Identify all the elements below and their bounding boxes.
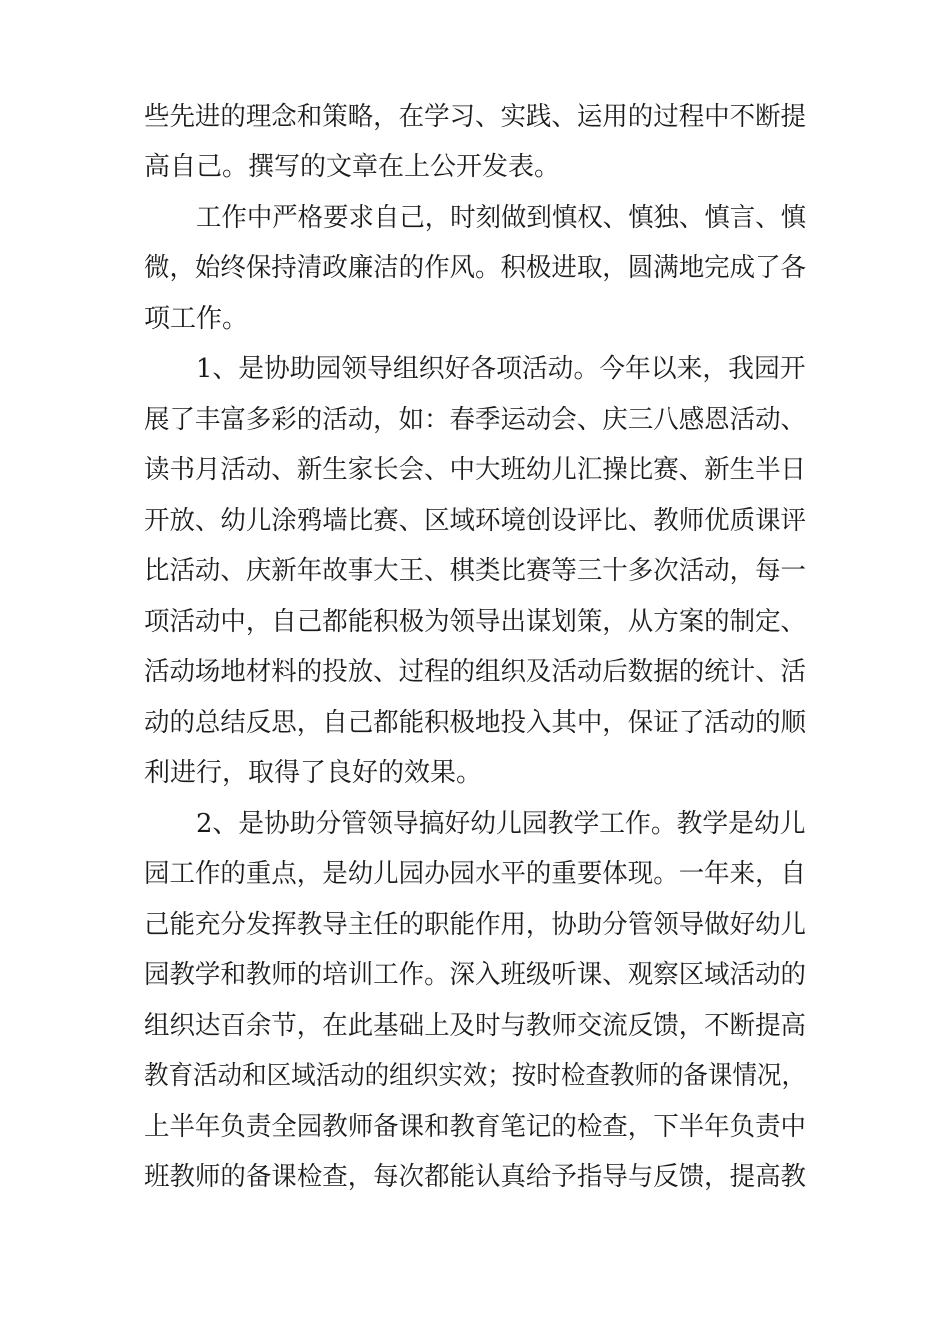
text-line: 开放、幼儿涂鸦墙比赛、区域环境创设评比、教师优质课评: [144, 506, 807, 536]
text-line: 工作中严格要求自己，时刻做到慎权、慎独、慎言、慎: [196, 203, 807, 233]
text-line: 利进行，取得了良好的效果。: [144, 758, 483, 788]
text-line: 比活动、庆新年故事大王、棋类比赛等三十多次活动，每一: [144, 556, 807, 586]
text-line: 项活动中，自己都能积极为领导出谋划策，从方案的制定、: [144, 607, 807, 637]
text-line: 己能充分发挥教导主任的职能作用，协助分管领导做好幼儿: [144, 910, 807, 940]
text-line: 高自己。撰写的文章在上公开发表。: [144, 152, 561, 182]
text-line: 教育活动和区域活动的组织实效；按时检查教师的备课情况，: [144, 1061, 807, 1091]
text-line: 园教学和教师的培训工作。深入班级听课、观察区域活动的: [144, 960, 807, 990]
text-line: 活动场地材料的投放、过程的组织及活动后数据的统计、活: [144, 657, 807, 687]
text-line: 组织达百余节，在此基础上及时与教师交流反馈，不断提高: [144, 1011, 807, 1041]
text-line: 2、是协助分管领导搞好幼儿园教学工作。教学是幼儿: [196, 809, 806, 839]
text-line: 展了丰富多彩的活动，如：春季运动会、庆三八感恩活动、: [144, 405, 807, 435]
text-line: 班教师的备课检查，每次都能认真给予指导与反馈，提高教: [144, 1162, 807, 1192]
text-line: 园工作的重点，是幼儿园办园水平的重要体现。一年来，自: [144, 859, 807, 889]
text-line: 1、是协助园领导组织好各项活动。今年以来，我园开: [196, 354, 806, 384]
text-line: 项工作。: [144, 304, 249, 334]
text-line: 微，始终保持清政廉洁的作风。积极进取，圆满地完成了各: [144, 253, 807, 283]
text-line: 读书月活动、新生家长会、中大班幼儿汇操比赛、新生半日: [144, 455, 807, 485]
text-line: 些先进的理念和策略，在学习、实践、运用的过程中不断提: [144, 102, 807, 132]
text-line: 上半年负责全园教师备课和教育笔记的检查，下半年负责中: [144, 1112, 807, 1142]
text-line: 动的总结反思，自己都能积极地投入其中，保证了活动的顺: [144, 708, 807, 738]
